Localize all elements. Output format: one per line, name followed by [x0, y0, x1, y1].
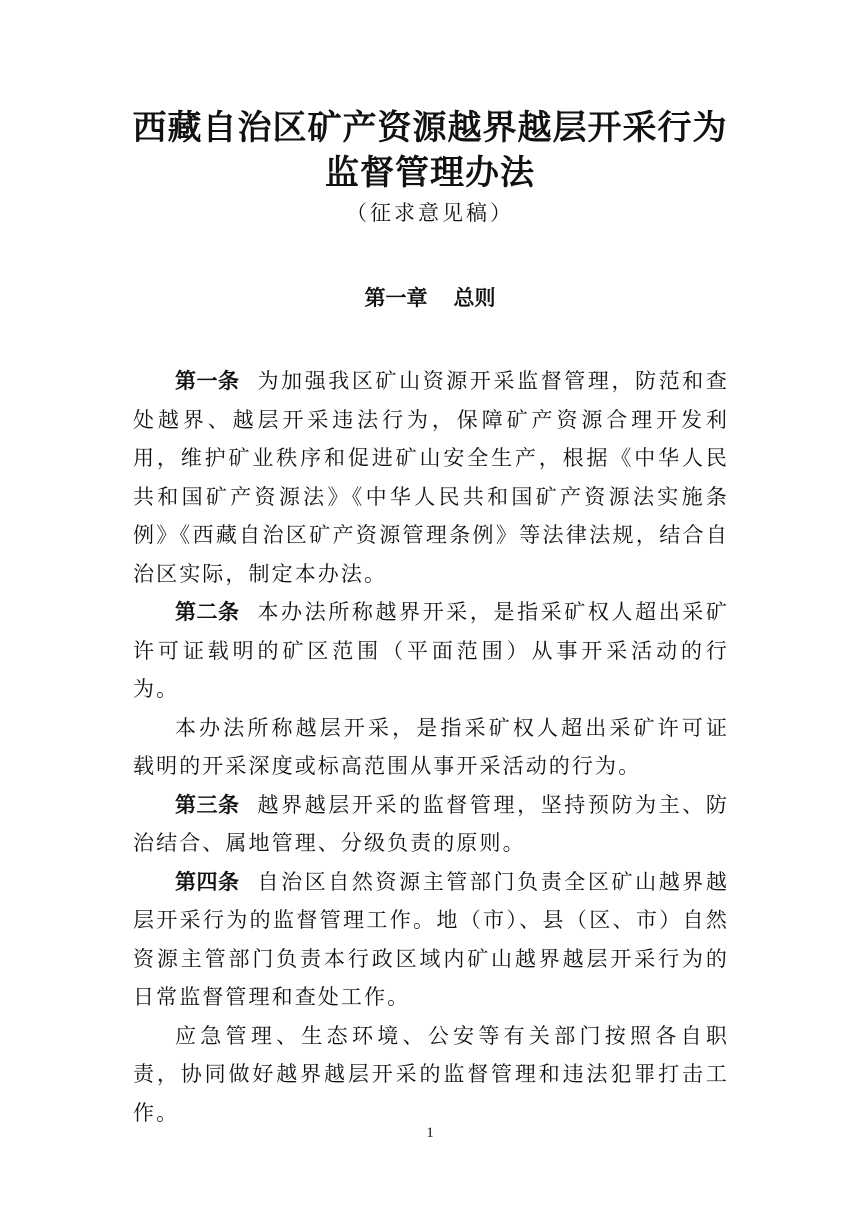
paragraph-text: 本办法所称越层开采，是指采矿权人超出采矿许可证载明的开采深度或标高范围从事开采活动的行为。: [133, 715, 729, 778]
paragraph-article-3: [133, 786, 729, 863]
document-title-line1: 西藏自治区矿产资源越界越层开采行为: [132, 108, 728, 148]
chapter-heading: [0, 284, 860, 312]
paragraph-article-2-continued: [133, 709, 729, 786]
page-number: 1: [426, 1125, 434, 1141]
article-number: 第二条: [175, 600, 240, 624]
document-body: [133, 362, 729, 1132]
paragraph-article-4-continued: [133, 1017, 729, 1133]
chapter-name: 总则: [453, 286, 496, 310]
paragraph-article-2: [133, 593, 729, 709]
document-title-line2: 监督管理办法: [325, 153, 535, 193]
article-number: 第一条: [175, 369, 240, 393]
paragraph-text: 越界越层开采的监督管理，坚持预防为主、防治结合、属地管理、分级负责的原则。: [133, 792, 729, 855]
paragraph-text: 应急管理、生态环境、公安等有关部门按照各自职责，协同做好越界越层开采的监督管理和违法犯罪打击工作。: [133, 1023, 729, 1125]
document-subtitle: （征求意见稿）: [346, 201, 514, 225]
article-number: 第三条: [175, 792, 240, 817]
paragraph-text: 自治区自然资源主管部门负责全区矿山越界越层开采行为的监督管理工作。地（市）、县（区、市）自然资源主管部门负责本行政区域内矿山越界越层开采行为的日常监督管理和查处工作。: [133, 869, 729, 1009]
paragraph-text: 为加强我区矿山资源开采监督管理，防范和查处越界、越层开采违法行为，保障矿产资源合理开发利用，维护矿业秩序和促进矿山安全生产，根据《中华人民共和国矿产资源法》《中华人民共和国矿产资源法实施条例》《西藏自治区矿产资源管理条例》等法律法规，结合自治区实际，制定本办法。: [133, 369, 729, 586]
article-number: 第四条: [175, 869, 240, 894]
paragraph-text: 本办法所称越界开采，是指采矿权人超出采矿许可证载明的矿区范围（平面范围）从事开采活动的行为。: [133, 600, 729, 701]
paragraph-article-4: [133, 863, 729, 1017]
paragraph-article-1: [133, 362, 729, 593]
chapter-number: 第一章: [364, 286, 428, 310]
